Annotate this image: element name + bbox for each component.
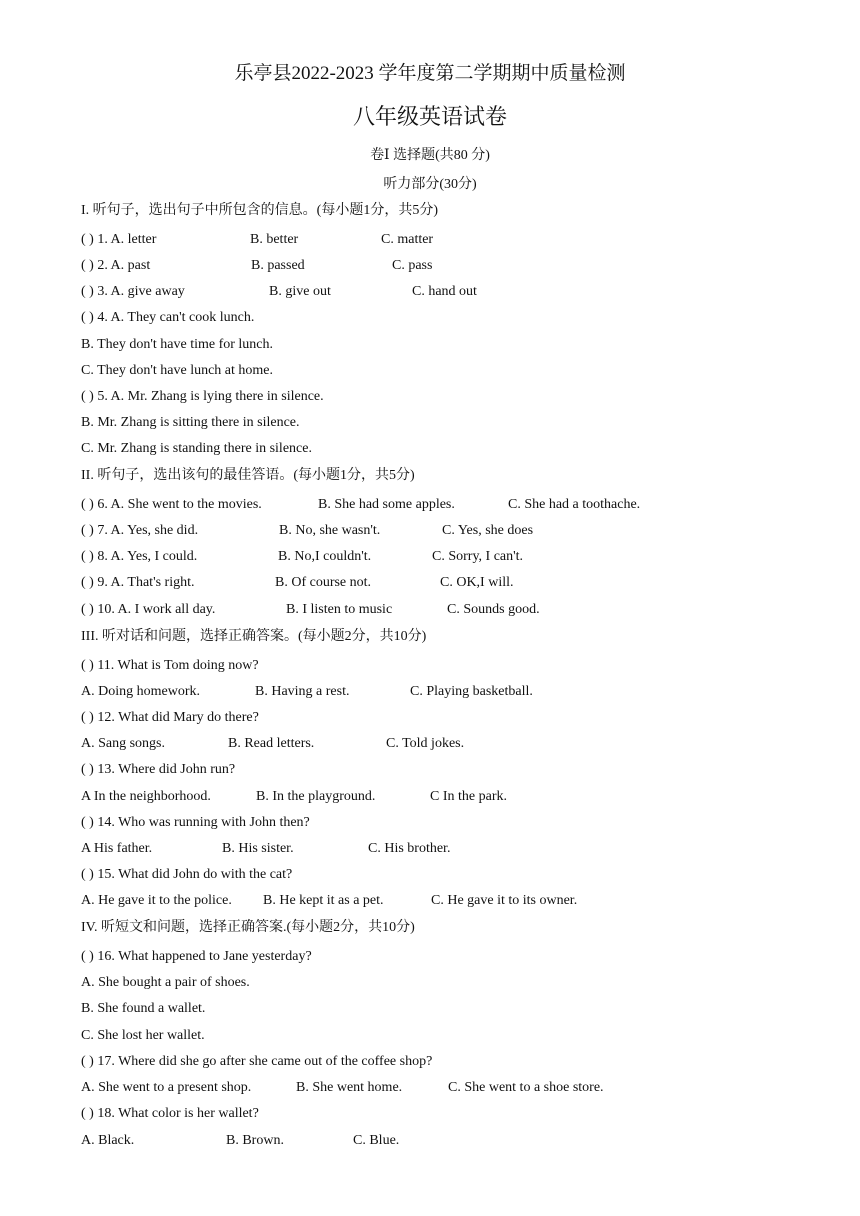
option-b: B. His sister.	[222, 841, 294, 856]
volume-heading: 卷Ⅰ 选择题(共80 分)	[370, 148, 490, 163]
option-a: ( ) 6. A. She went to the movies.	[81, 497, 262, 512]
option-text: C. Mr. Zhang is standing there in silence.	[81, 441, 312, 456]
question-text: ( ) 16. What happened to Jane yesterday?	[81, 949, 312, 964]
exam-subtitle: 八年级英语试卷	[352, 104, 507, 129]
option-b: B. Brown.	[226, 1133, 284, 1148]
exam-title: 乐亭县2022-2023 学年度第二学期期中质量检测	[234, 63, 626, 84]
option-b: B. He kept it as a pet.	[263, 893, 384, 908]
option-c: C. He gave it to its owner.	[431, 893, 578, 908]
question-text: ( ) 14. Who was running with John then?	[81, 815, 310, 830]
option-b: B. No, she wasn't.	[279, 523, 381, 538]
question-text: ( ) 11. What is Tom doing now?	[81, 658, 259, 673]
option-c: C. Told jokes.	[386, 736, 465, 751]
question-text: ( ) 17. Where did she go after she came out of the coffee shop?	[81, 1054, 433, 1069]
section-heading-text: I. 听句子，选出句子中所包含的信息。(每小题1分，共5分)	[81, 203, 438, 218]
option-c: C. hand out	[412, 284, 477, 299]
option-c: C. pass	[392, 258, 433, 273]
option-b: B. Of course not.	[275, 575, 372, 590]
section-heading-text: III. 听对话和问题，选择正确答案。(每小题2分，共10分)	[81, 629, 427, 644]
option-b: B. passed	[251, 258, 305, 273]
option-b: B. Having a rest.	[255, 684, 350, 699]
option-a: A. She went to a present shop.	[81, 1080, 252, 1095]
option-a: ( ) 3. A. give away	[81, 284, 185, 299]
option-b: B. give out	[269, 284, 331, 299]
option-a: A In the neighborhood.	[81, 789, 211, 804]
option-c: C. She had a toothache.	[508, 497, 641, 512]
option-c: C. Yes, she does	[442, 523, 534, 538]
question-text: ( ) 13. Where did John run?	[81, 762, 236, 777]
option-text: B. Mr. Zhang is sitting there in silence.	[81, 415, 300, 430]
option-a: ( ) 9. A. That's right.	[81, 575, 195, 590]
option-text: A. She bought a pair of shoes.	[81, 975, 250, 990]
option-text: C. They don't have lunch at home.	[81, 363, 274, 378]
option-c: C. OK,I will.	[440, 575, 514, 590]
option-b: B. I listen to music	[286, 602, 393, 617]
option-c: C. She went to a shoe store.	[448, 1080, 604, 1095]
option-c: C. Sounds good.	[447, 602, 540, 617]
option-b: B. She had some apples.	[318, 497, 455, 512]
option-text: C. She lost her wallet.	[81, 1028, 205, 1043]
option-a: ( ) 7. A. Yes, she did.	[81, 523, 199, 538]
option-a: A. Doing homework.	[81, 684, 200, 699]
option-c: C. His brother.	[368, 841, 451, 856]
option-b: B. Read letters.	[228, 736, 315, 751]
option-b: B. She went home.	[296, 1080, 403, 1095]
question-text: ( ) 12. What did Mary do there?	[81, 710, 259, 725]
option-c: C. Playing basketball.	[410, 684, 533, 699]
option-c: C In the park.	[430, 789, 507, 804]
option-b: B. In the playground.	[256, 789, 376, 804]
option-a: A. Black.	[81, 1133, 135, 1148]
option-a: ( ) 1. A. letter	[81, 232, 157, 247]
listening-part-heading: 听力部分(30分)	[383, 177, 477, 192]
option-a: ( ) 2. A. past	[81, 258, 151, 273]
option-b: B. better	[250, 232, 299, 247]
option-text: B. They don't have time for lunch.	[81, 337, 274, 352]
option-a: A. He gave it to the police.	[81, 893, 232, 908]
option-a: A. Sang songs.	[81, 736, 166, 751]
option-c: C. Sorry, I can't.	[432, 549, 524, 564]
section-heading-text: IV. 听短文和问题，选择正确答案.(每小题2分，共10分)	[81, 920, 415, 935]
option-c: C. matter	[381, 232, 434, 247]
question-text: ( ) 5. A. Mr. Zhang is lying there in silence.	[81, 389, 324, 404]
question-text: ( ) 18. What color is her wallet?	[81, 1106, 259, 1121]
question-text: ( ) 4. A. They can't cook lunch.	[81, 310, 255, 325]
section-heading-text: II. 听句子，选出该句的最佳答语。(每小题1分，共5分)	[81, 468, 415, 483]
option-a: A His father.	[81, 841, 153, 856]
option-b: B. No,I couldn't.	[278, 549, 372, 564]
option-text: B. She found a wallet.	[81, 1001, 206, 1016]
question-text: ( ) 15. What did John do with the cat?	[81, 867, 293, 882]
option-a: ( ) 8. A. Yes, I could.	[81, 549, 198, 564]
option-c: C. Blue.	[353, 1133, 400, 1148]
option-a: ( ) 10. A. I work all day.	[81, 602, 216, 617]
